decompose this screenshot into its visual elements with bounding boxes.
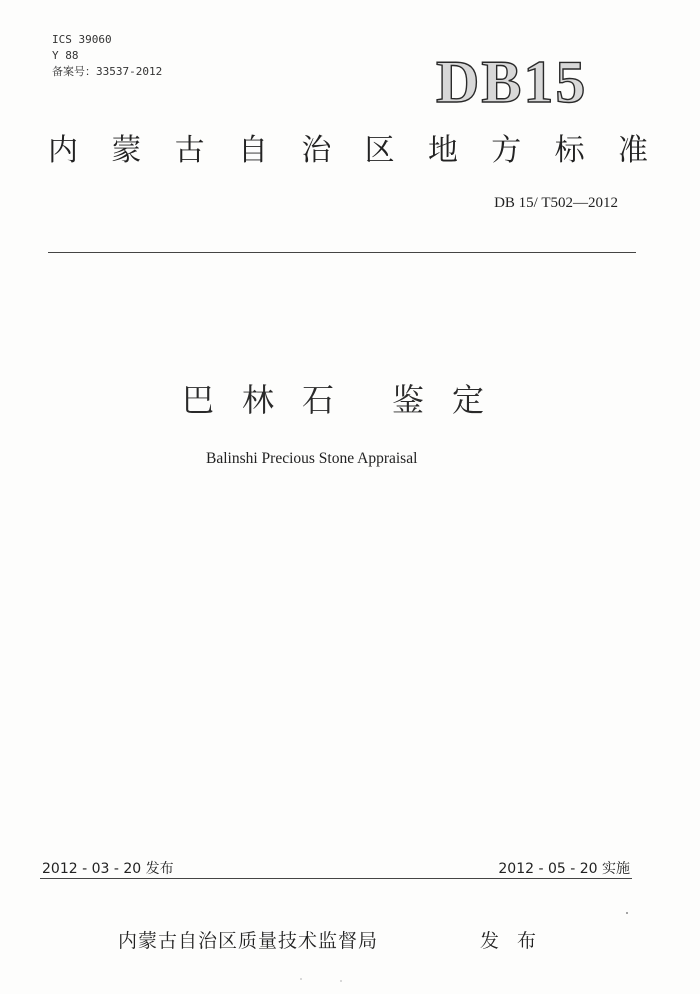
document-title: [168, 381, 498, 419]
ccs-code: Y 88: [52, 49, 79, 62]
header-divider: [48, 252, 636, 253]
document-subtitle-english: Balinshi Precious Stone Appraisal: [206, 450, 418, 467]
document-title-char: 石: [301, 381, 334, 419]
scan-speck: [340, 980, 342, 982]
standard-title-char: 蒙: [111, 133, 142, 168]
issuing-authority: 内蒙古自治区质量技术监督局: [118, 930, 379, 952]
issue-label: 发 布: [480, 930, 543, 952]
title-spacer: [348, 384, 378, 416]
standard-number: DB 15/ T502—2012: [494, 195, 618, 211]
standard-title-char: 地: [427, 133, 458, 168]
standard-title-char: 方: [491, 133, 522, 168]
standard-title-char: 区: [364, 133, 395, 168]
standard-title-char: 古: [174, 133, 205, 168]
classification-block: [52, 32, 162, 80]
ics-code: ICS 39060: [52, 33, 112, 46]
standard-title-char: 治: [301, 133, 332, 168]
document-title-char: 林: [241, 381, 274, 419]
standard-category-title: [48, 133, 648, 168]
db15-logo: DB15: [436, 49, 588, 115]
document-title-char: 巴: [181, 381, 214, 419]
document-title-char: 鉴: [391, 381, 424, 419]
standard-title-char: 内: [48, 133, 78, 168]
footer-divider: [40, 878, 632, 879]
standard-title-char: 自: [237, 133, 268, 168]
document-title-char: 定: [451, 381, 484, 419]
scan-speck: [626, 912, 628, 914]
scan-speck: [300, 978, 302, 980]
publish-date: 2012 - 03 - 20 发布: [42, 861, 174, 877]
standard-title-char: 标: [554, 133, 585, 168]
implement-date: 2012 - 05 - 20 实施: [498, 861, 630, 877]
standard-title-char: 准: [617, 133, 648, 168]
record-number: 备案号：33537-2012: [52, 65, 163, 78]
